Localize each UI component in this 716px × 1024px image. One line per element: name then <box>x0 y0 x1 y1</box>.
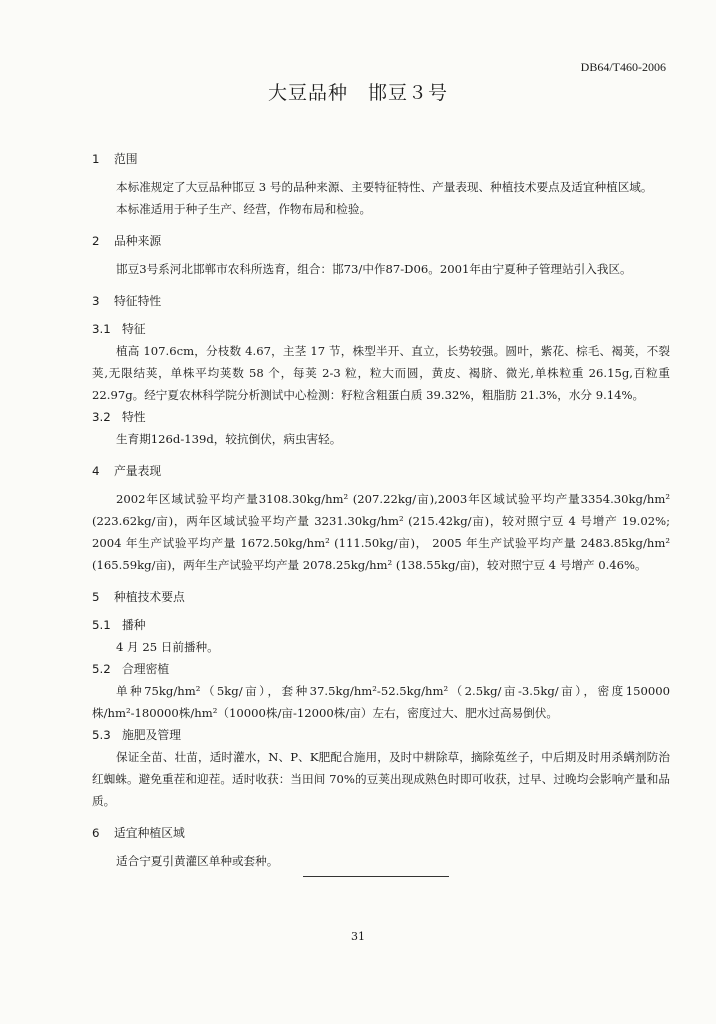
subsection-title: 特性 <box>122 410 146 424</box>
section-heading-characteristics <box>92 290 670 312</box>
subsection-title: 特征 <box>122 322 146 336</box>
subsection-heading <box>92 406 670 428</box>
section-number: 1 <box>92 152 100 166</box>
section-heading-scope <box>92 148 670 170</box>
subsection-number: 3.2 <box>92 410 111 424</box>
section-title: 范围 <box>114 152 138 166</box>
document-body <box>92 148 670 872</box>
paragraph: 本标准适用于种子生产、经营，作物布局和检验。 <box>116 202 372 216</box>
document-title: 大豆品种 邯豆３号 <box>267 82 448 104</box>
paragraph: 4 月 25 日前播种。 <box>116 640 219 654</box>
subsection-number: 5.1 <box>92 618 111 632</box>
subsection-title: 播种 <box>122 618 146 632</box>
subsection-number: 5.3 <box>92 728 111 742</box>
subsection-heading <box>92 318 670 340</box>
paragraph: 单种75kg/hm²（5kg/亩），套种37.5kg/hm²-52.5kg/hm²（2.5kg/亩-3.5kg/亩），密度150000株/hm²-180000株/hm²（10000株/亩-12000株/亩）左右，密度过大、肥水过高易倒伏。 <box>92 684 670 720</box>
subsection-number: 5.2 <box>92 662 111 676</box>
section-heading-yield <box>92 460 670 482</box>
subsection-title: 施肥及管理 <box>122 728 181 742</box>
page-number: 31 <box>351 930 365 943</box>
paragraph: 2002年区域试验平均产量3108.30kg/hm² (207.22kg/亩),2003年区域试验平均产量3354.30kg/hm² (223.62kg/亩)，两年区域试验平均产量 3231.30kg/hm² (215.42kg/亩)，较对照宁豆 4 号增产 19.02%; 2004 年生产试验平均产量 1672.50kg/hm² (111.50kg/亩)， 2005 年生产试验平均产量 2483.85kg/hm² (165.59kg/亩)，两年生产试验平均产量 2078.25kg/hm² (138.55kg/亩)，较对照宁豆 4 号增产 0.46%。 <box>92 492 670 572</box>
subsection-heading <box>92 724 670 746</box>
subsection-number: 3.1 <box>92 322 111 336</box>
subsection-title: 合理密植 <box>122 662 170 676</box>
section-number: 3 <box>92 294 100 308</box>
paragraph: 植高 107.6cm，分枝数 4.67，主茎 17 节，株型半开、直立，长势较强。圆叶，紫花、棕毛、褐荚，不裂荚,无限结荚，单株平均荚数 58 个，每荚 2-3 粒，粒大而圆，黄皮、褐脐、微光,单株粒重 26.15g,百粒重 22.97g。经宁夏农林科学院分析测试中心检测：籽粒含粗蛋白质 39.32%，粗脂肪 21.3%，水分 9.14%。 <box>92 344 670 402</box>
section-title: 产量表现 <box>114 464 162 478</box>
paragraph: 适合宁夏引黄灌区单种或套种。 <box>116 854 279 868</box>
section-number: 2 <box>92 234 100 248</box>
section-title: 种植技术要点 <box>114 590 185 604</box>
paragraph: 保证全苗、壮苗，适时灌水，N、P、K肥配合施用，及时中耕除草，摘除菟丝子，中后期及时用杀螨剂防治红蜘蛛。避免重茬和迎茬。适时收获：当田间 70%的豆荚出现成熟色时即可收获，过早、过晚均会影响产量和品质。 <box>92 750 670 808</box>
end-divider <box>303 876 449 877</box>
subsection-heading <box>92 658 670 680</box>
section-heading-origin <box>92 230 670 252</box>
section-title: 品种来源 <box>114 234 162 248</box>
standard-code: DB64/T460-2006 <box>580 60 666 74</box>
section-heading-cultivation <box>92 586 670 608</box>
paragraph: 生育期126d-139d，较抗倒伏，病虫害轻。 <box>116 432 342 446</box>
paragraph: 邯豆3号系河北邯郸市农科所选育，组合：邯73/中作87-D06。2001年由宁夏种子管理站引入我区。 <box>116 262 632 276</box>
section-heading-region <box>92 822 670 844</box>
section-number: 4 <box>92 464 100 478</box>
section-title: 适宜种植区域 <box>114 826 185 840</box>
section-number: 6 <box>92 826 100 840</box>
section-number: 5 <box>92 590 100 604</box>
subsection-heading <box>92 614 670 636</box>
section-title: 特征特性 <box>114 294 162 308</box>
paragraph: 本标准规定了大豆品种邯豆 3 号的品种来源、主要特征特性、产量表现、种植技术要点及适宜种植区域。 <box>116 180 653 194</box>
